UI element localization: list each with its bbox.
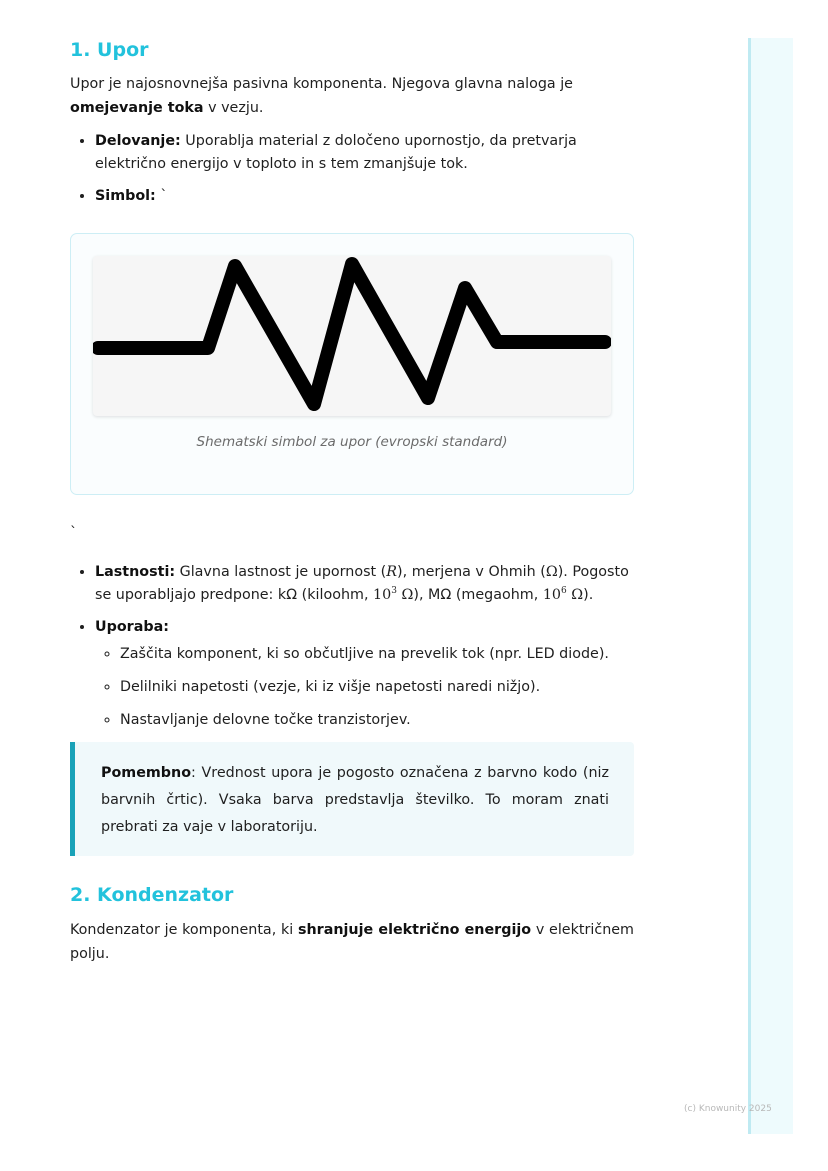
resistor-symbol-panel — [93, 256, 611, 416]
important-callout — [70, 742, 634, 856]
side-band — [748, 38, 793, 1134]
intro-bold: omejevanje toka — [70, 100, 204, 116]
resistor-symbol — [93, 256, 611, 416]
uporaba-list — [95, 643, 634, 732]
callout-text: Pomembno: Vrednost upora je pogosto označena z barvno kodo (niz barvnih črtic). Vsaka barva predstavlja številko. To moram znati prebrati za vaje v laboratoriju. — [101, 765, 609, 835]
document-content — [70, 36, 634, 966]
bullet-lastnosti: • Lastnosti: Glavna lastnost je upornost (R), merjena v Ohmih (Ω). Pogosto se uporabljajo predpone: kΩ (kiloohm, $10^3$ Ω), MΩ (megaohm, $10^6$ Ω). — [95, 561, 634, 607]
figure-caption: Shematski simbol za upor (evropski standard) — [196, 434, 508, 450]
upor-bullets-top — [70, 130, 634, 208]
list-item: ◦ Delilniki napetosti (vezje, ki iz višje napetosti naredi nižjo). — [120, 676, 634, 699]
bullet-simbol: • Simbol: ` — [95, 185, 634, 208]
resistor-figure — [70, 233, 634, 495]
stray-backtick: ` — [70, 525, 78, 541]
kondenzator-intro: Kondenzator je komponenta, ki shranjuje električno energijo v električnem polju. — [70, 922, 634, 962]
upor-bullets-bottom — [70, 561, 634, 732]
bullet-delovanje: • Delovanje: Uporablja material z določeno upornostjo, da pretvarja električno energijo v toploto in s tem zmanjšuje tok. — [95, 130, 634, 176]
symbol-r: R — [386, 564, 398, 580]
list-item: ◦ Zaščita komponent, ki so občutljive na prevelik tok (npr. LED diode). — [120, 643, 634, 666]
upor-intro: Upor je najosnovnejša pasivna komponenta. Njegova glavna naloga je omejevanje toka v vezju. — [70, 76, 573, 116]
bullet-uporaba: • Uporaba: ◦ Zaščita komponent, ki so občutljive na prevelik tok (npr. LED diode). ◦ Delilniki napetosti (vezje, ki iz višje napetosti naredi nižjo). ◦ Nastavljanje delovne točke tranzistorjev. — [95, 616, 634, 732]
list-item: ◦ Nastavljanje delovne točke tranzistorjev. — [120, 709, 634, 732]
section-title-kondenzator: 2. Kondenzator — [70, 884, 234, 906]
copyright: (c) Knowunity 2025 — [684, 1104, 772, 1114]
section-title-upor: 1. Upor — [70, 39, 149, 61]
